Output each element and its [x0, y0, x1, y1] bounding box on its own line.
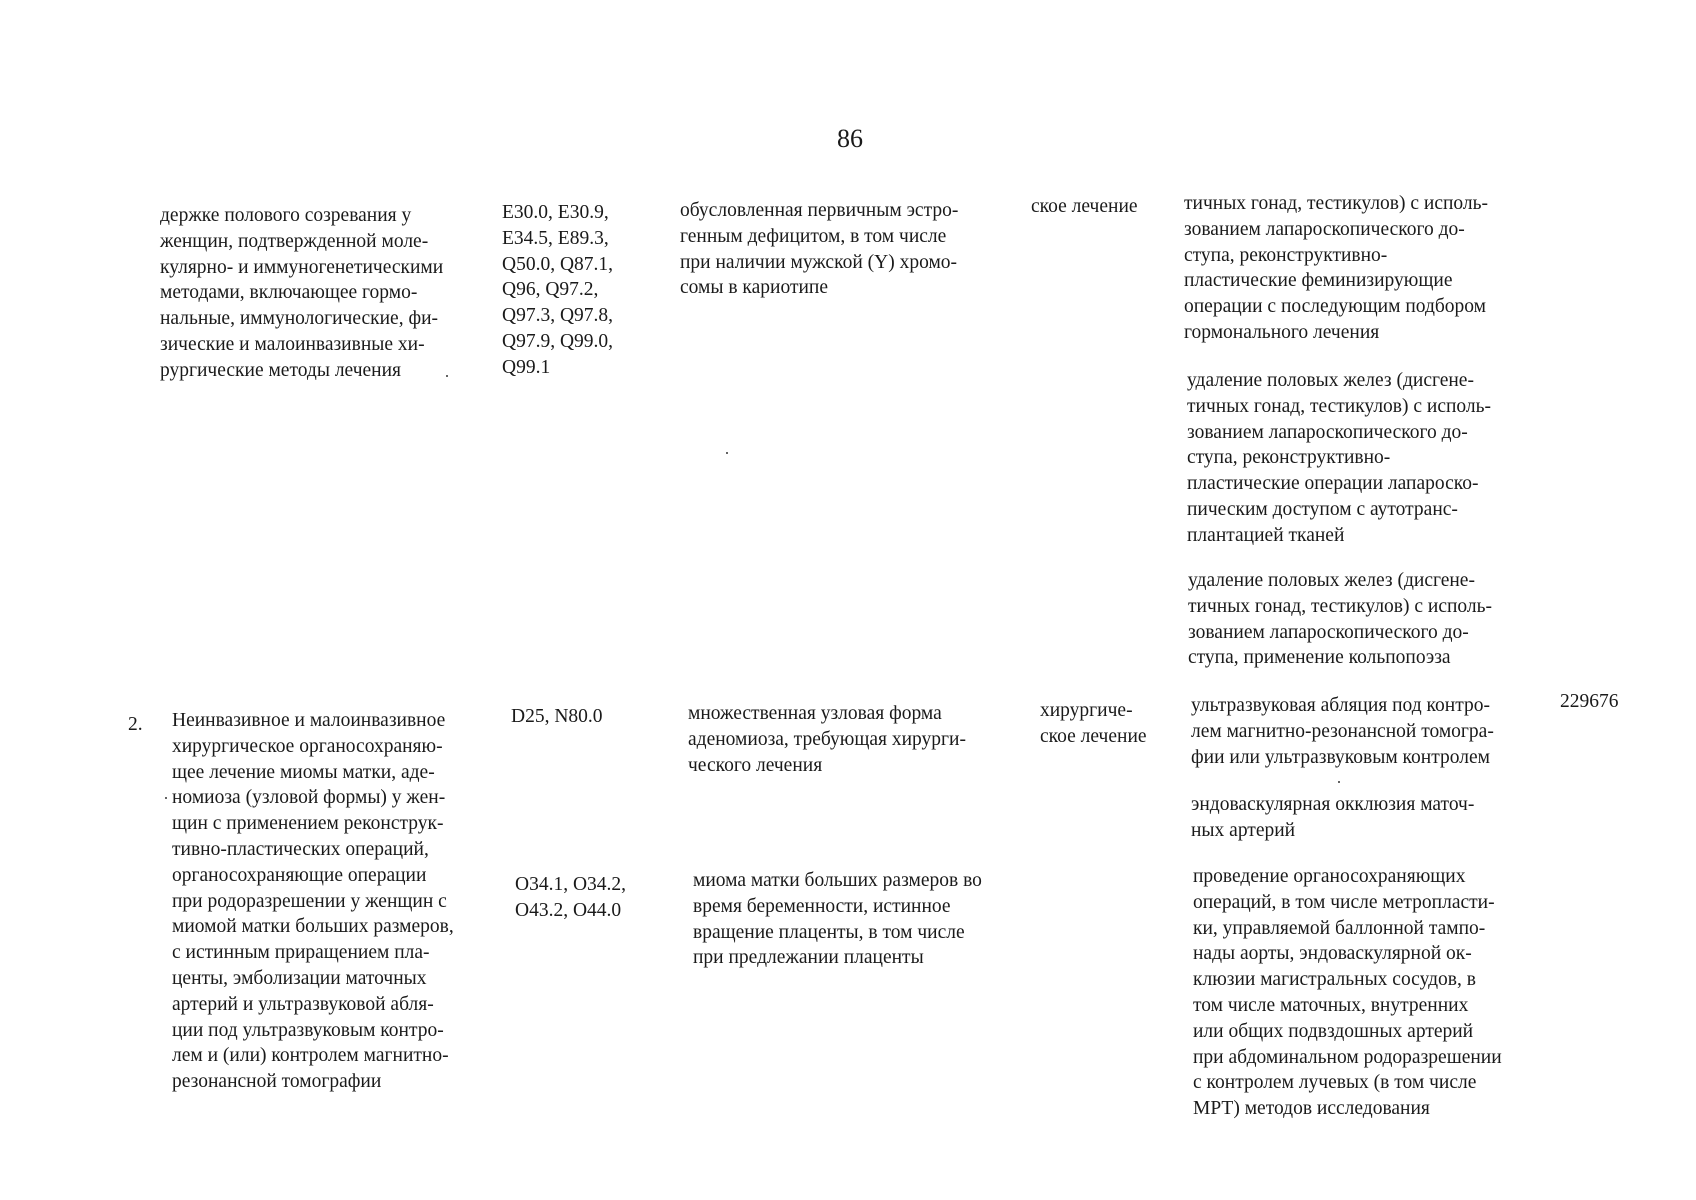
patient-model-b: миома матки больших размеров во время беременности, истинное вращение плаценты, в том числе при предлежании плаценты	[693, 870, 982, 969]
continuation-method-3: удаление половых желез (дисгене- тичных гонад, тестикулов) с исполь- зованием лапароскопического до- ступа, применение кольпопоэза	[1188, 570, 1493, 669]
treatment-method-2: эндоваскулярная окклюзия маточ- ных артерий	[1191, 794, 1475, 841]
page-number: 86	[837, 124, 863, 153]
icd-codes-a: D25, N80.0	[511, 706, 603, 727]
treatment-type: хирургиче- ское лечение	[1040, 700, 1147, 747]
continuation-icd-codes: E30.0, E30.9, E34.5, E89.3, Q50.0, Q87.1, Q96, Q97.2, Q97.3, Q97.8, Q97.9, Q99.0, Q99.1	[502, 202, 614, 378]
continuation-care-name: держке полового созревания у женщин, подтвержденной моле- кулярно- и иммуногенетическими методами, включающее гормо- нальные, иммунологические, фи- зические и малоинвазивные хи- рургические методы лечения	[160, 205, 444, 381]
treatment-method-1: ультразвуковая абляция под контро- лем магнитно-резонансной томогра- фии или ультразвуковым контролем	[1191, 695, 1494, 768]
continuation-method-2: удаление половых желез (дисгене- тичных гонад, тестикулов) с исполь- зованием лапароскопического до- ступа, реконструктивно- пластические операции лапароско- пическим доступом с аутотранс- плантацией тканей	[1187, 370, 1492, 546]
scan-speck	[1338, 781, 1340, 783]
row-number: 2.	[128, 714, 143, 735]
care-type-name: Неинвазивное и малоинвазивное хирургическое органосохраняю- щее лечение миомы матки, аде- номиоза (узловой формы) у жен- щин с применением реконструк- тивно-пластических операций, органосохраняющие операции при родоразрешении у женщин с миомой матки больших размеров, с истинным приращением пла- центы, эмболизации маточных артерий и ультразвуковой абля- ции под ультразвуковым контро- лем и (или) контролем магнитно- резонансной томографии	[172, 710, 454, 1093]
scan-speck	[726, 452, 728, 454]
cost-value: 229676	[1560, 691, 1619, 712]
patient-model-a: множественная узловая форма аденомиоза, требующая хирурги- ческого лечения	[688, 703, 966, 776]
treatment-method-3: проведение органосохраняющих операций, в том числе метропласти- ки, управляемой баллонной тампо- нады аорты, эндоваскулярной ок- клюзии магистральных сосудов, в том числе маточных, внутренних или общих подвздошных артерий при абдоминальном родоразрешении с контролем лучевых (в том числе МРТ) методов исследования	[1193, 866, 1502, 1120]
scan-speck	[165, 797, 167, 799]
continuation-treatment-type: ское лечение	[1031, 196, 1138, 217]
scan-speck	[446, 375, 448, 377]
icd-codes-b: O34.1, O34.2, O43.2, O44.0	[515, 874, 627, 921]
continuation-patient-model: обусловленная первичным эстро- генным дефицитом, в том числе при наличии мужской (Y) хромо- сомы в кариотипе	[680, 200, 959, 299]
continuation-method-1: тичных гонад, тестикулов) с исполь- зованием лапароскопического до- ступа, реконструктивно- пластические феминизирующие операции с последующим подбором гормонального лечения	[1184, 193, 1489, 343]
